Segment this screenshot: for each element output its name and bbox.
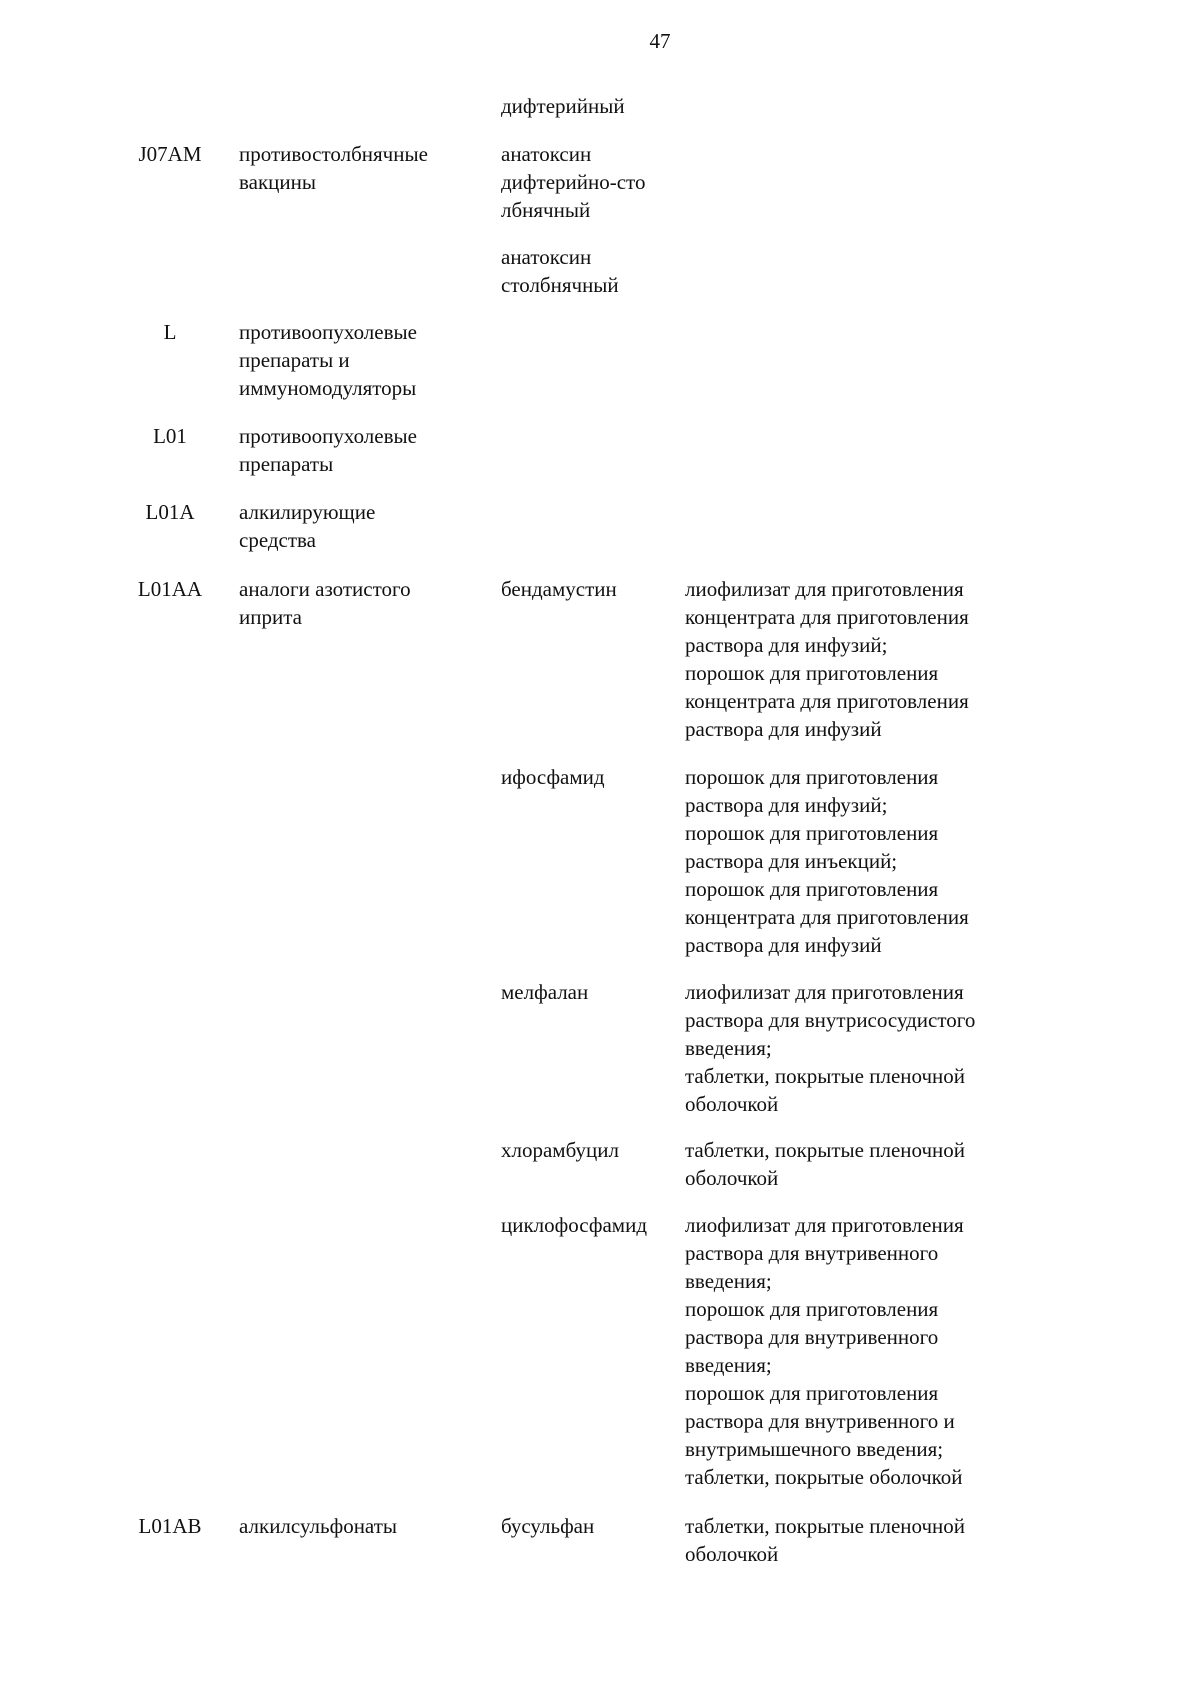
atc-code: L — [163, 320, 177, 344]
dosage-form: лиофилизат для приготовления раствора для внутривенного введения; порошок для приготовления раствора для внутривенного введения; порошок для приготовления раствора для внутривенного и внутримышечного введения; таблетки, покрытые оболочкой — [685, 1213, 964, 1489]
atc-group: аналоги азотистого иприта — [239, 577, 411, 629]
atc-code: L01 — [153, 424, 187, 448]
drug-name: циклофосфамид — [501, 1213, 648, 1237]
atc-code: L01AB — [138, 1514, 202, 1538]
atc-code: L01A — [145, 500, 195, 524]
atc-group: алкилсульфонаты — [239, 1514, 397, 1538]
dosage-form: таблетки, покрытые пленочной оболочкой — [685, 1514, 966, 1566]
dosage-form: лиофилизат для приготовления раствора для внутрисосудистого введения; таблетки, покрытые пленочной оболочкой — [685, 980, 976, 1116]
drug-name: бендамустин — [501, 577, 617, 601]
drug-name: ифосфамид — [501, 765, 605, 789]
atc-group: противоопухолевые препараты — [239, 424, 417, 476]
drug-name: мелфалан — [501, 980, 589, 1004]
drug-name: бусульфан — [501, 1514, 595, 1538]
dosage-form: лиофилизат для приготовления концентрата для приготовления раствора для инфузий; порошок для приготовления концентрата для приготовления раствора для инфузий — [685, 577, 969, 741]
dosage-form: таблетки, покрытые пленочной оболочкой — [685, 1138, 966, 1190]
drug-name: хлорамбуцил — [501, 1138, 619, 1162]
page-number: 47 — [649, 29, 671, 53]
drug-name: дифтерийный — [501, 94, 625, 118]
dosage-form: порошок для приготовления раствора для инфузий; порошок для приготовления раствора для инъекций; порошок для приготовления концентрата для приготовления раствора для инфузий — [685, 765, 969, 957]
drug-name: анатоксин дифтерийно-сто лбнячный — [501, 142, 646, 222]
atc-group: противостолбнячные вакцины — [239, 142, 428, 194]
drug-name: анатоксин столбнячный — [501, 245, 619, 297]
atc-code: J07AM — [138, 142, 202, 166]
atc-group: алкилирующие средства — [239, 500, 376, 552]
atc-group: противоопухолевые препараты и иммуномодуляторы — [239, 320, 417, 400]
atc-code: L01AA — [137, 577, 203, 601]
